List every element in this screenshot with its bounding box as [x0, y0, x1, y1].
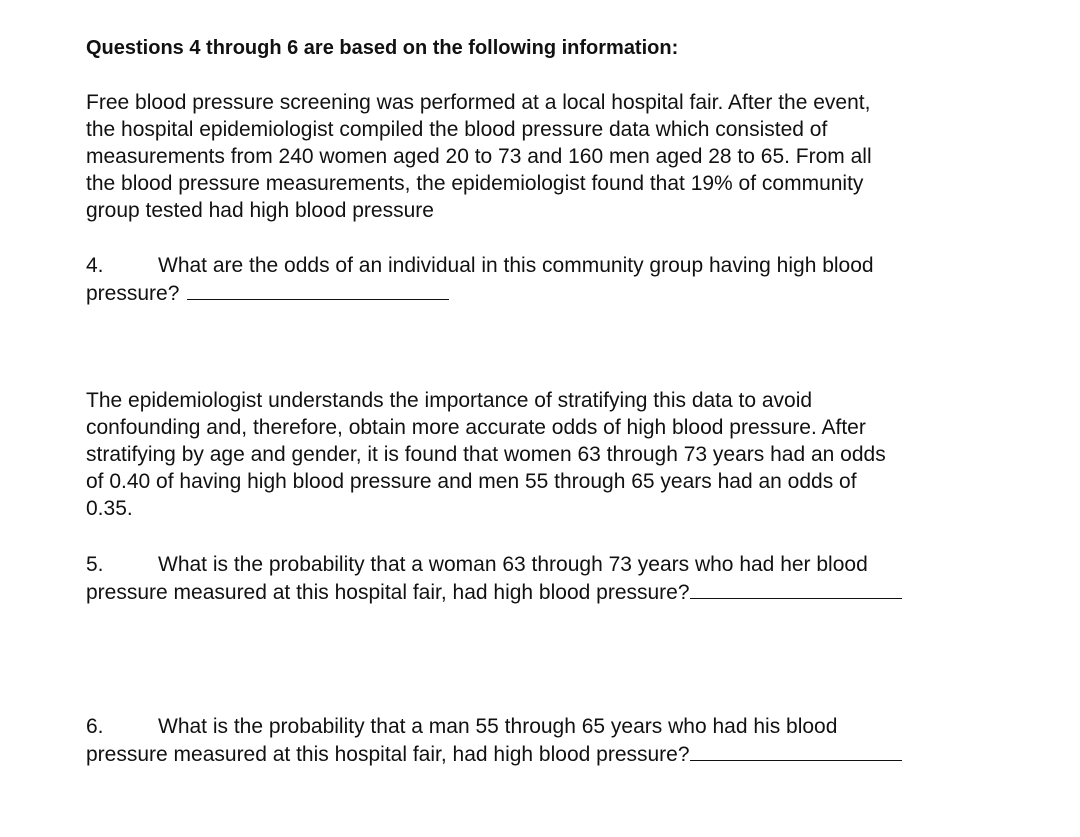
question-5-text-line2: pressure measured at this hospital fair, had high blood pressure? — [86, 581, 690, 604]
stratification-line: of 0.40 of having high blood pressure and men 55 through 65 years had an odds of — [86, 470, 857, 493]
stratification-paragraph — [86, 387, 886, 522]
intro-line: the hospital epidemiologist compiled the blood pressure data which consisted of — [86, 118, 828, 141]
intro-line: group tested had high blood pressure — [86, 199, 434, 222]
question-6 — [86, 713, 902, 768]
section-heading: Questions 4 through 6 are based on the following information: — [86, 37, 679, 59]
question-5-text-line1: What is the probability that a woman 63 through 73 years who had her blood — [158, 553, 868, 576]
intro-line: Free blood pressure screening was performed at a local hospital fair. After the event, — [86, 91, 871, 114]
question-4-answer-blank[interactable] — [187, 279, 449, 300]
question-5 — [86, 551, 902, 606]
question-6-text-line1: What is the probability that a man 55 through 65 years who had his blood — [158, 715, 838, 738]
question-5-answer-blank[interactable] — [690, 578, 902, 599]
question-5-number: 5. — [86, 553, 104, 576]
question-4-number: 4. — [86, 254, 104, 277]
question-6-number: 6. — [86, 715, 104, 738]
stratification-line: 0.35. — [86, 497, 133, 520]
stratification-line: stratifying by age and gender, it is found that women 63 through 73 years had an odds — [86, 443, 886, 466]
question-6-answer-blank[interactable] — [690, 740, 902, 761]
intro-line: the blood pressure measurements, the epidemiologist found that 19% of community — [86, 172, 864, 195]
stratification-line: confounding and, therefore, obtain more accurate odds of high blood pressure. After — [86, 416, 866, 439]
intro-line: measurements from 240 women aged 20 to 73 and 160 men aged 28 to 65. From all — [86, 145, 872, 168]
question-4-text-line2: pressure? — [86, 282, 180, 305]
question-4 — [86, 252, 874, 307]
intro-paragraph — [86, 89, 872, 224]
question-4-text-line1: What are the odds of an individual in this community group having high blood — [158, 254, 874, 277]
stratification-line: The epidemiologist understands the importance of stratifying this data to avoid — [86, 389, 813, 412]
question-6-text-line2: pressure measured at this hospital fair, had high blood pressure? — [86, 743, 690, 766]
